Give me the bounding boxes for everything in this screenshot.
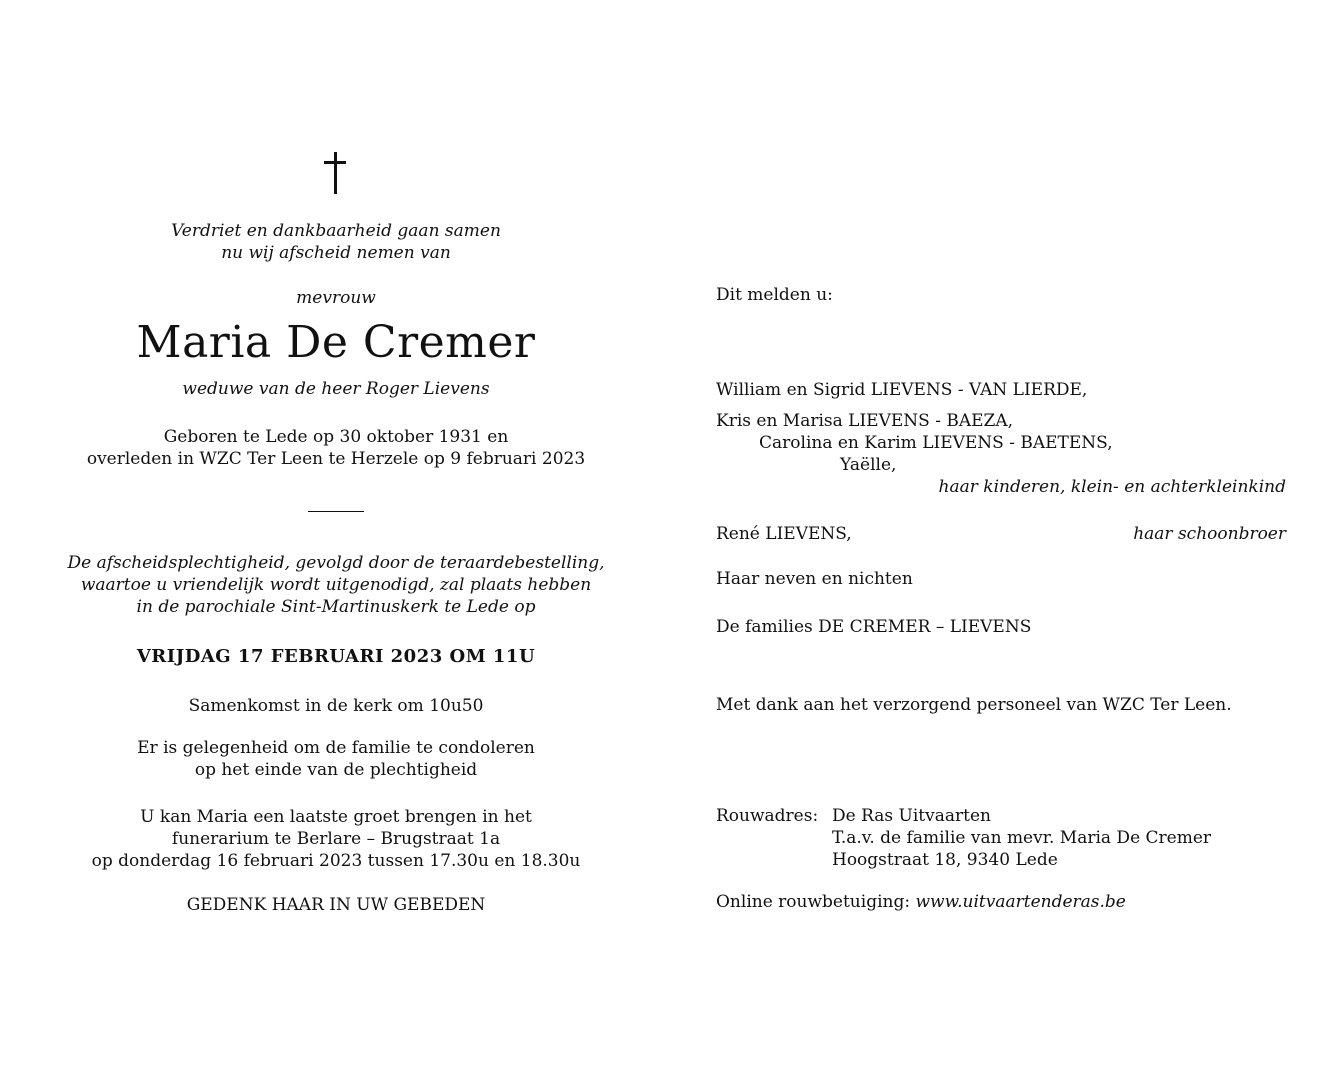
widow-of: weduwe van de heer Roger Lievens	[182, 379, 490, 399]
family-line-4: Yaëlle,	[840, 455, 897, 475]
farewell-line-2: funerarium te Berlare – Brugstraat 1a	[171, 829, 501, 849]
families-text: De families DE CREMER – LIEVENS	[716, 617, 1032, 637]
farewell-line-3: op donderdag 16 februari 2023 tussen 17.30u en 18.30u	[91, 851, 581, 871]
ceremony-line-1: De afscheidsplechtigheid, gevolgd door de teraardebestelling,	[67, 553, 605, 573]
closing-text: GEDENK HAAR IN UW GEBEDEN	[186, 895, 486, 915]
condolence-line-2: op het einde van de plechtigheid	[194, 760, 478, 780]
intro-line-1: Verdriet en dankbaarheid gaan samen	[171, 221, 501, 241]
online-label: Online rouwbetuiging:	[716, 892, 911, 912]
condolence-text	[0, 737, 672, 781]
ceremony-line-2: waartoe u vriendelijk wordt uitgenodigd, zal plaats hebben	[80, 575, 592, 595]
condolence-line-1: Er is gelegenheid om de familie te condoleren	[137, 738, 535, 758]
died-line: overleden in WZC Ter Leen te Herzele op 9 februari 2023	[86, 449, 586, 469]
online-condolence	[716, 891, 1126, 913]
born-line: Geboren te Lede op 30 oktober 1931 en	[163, 427, 509, 447]
address-block	[832, 805, 1211, 871]
intro-line-2: nu wij afscheid nemen van	[221, 243, 451, 263]
address-label: Rouwadres:	[716, 806, 819, 826]
gathering-text: Samenkomst in de kerk om 10u50	[188, 696, 484, 716]
intro-text	[0, 220, 672, 264]
divider	[308, 511, 364, 512]
farewell-line-1: U kan Maria een laatste groet brengen in het	[140, 807, 532, 827]
address-line-1: De Ras Uitvaarten	[832, 806, 991, 826]
address-line-3: Hoogstraat 18, 9340 Lede	[832, 850, 1058, 870]
address-line-2: T.a.v. de familie van mevr. Maria De Cremer	[832, 828, 1212, 848]
deceased-name: Maria De Cremer	[136, 317, 536, 368]
online-url-link[interactable]: www.uitvaartenderas.be	[915, 892, 1126, 912]
announce-text: Dit melden u:	[716, 285, 833, 305]
title-prefix: mevrouw	[296, 288, 376, 308]
relation-children: haar kinderen, klein- en achterkleinkind	[938, 477, 1286, 497]
relation-brother-in-law: haar schoonbroer	[1133, 524, 1286, 544]
farewell-text	[0, 806, 672, 872]
ceremony-text	[0, 552, 672, 618]
born-died	[0, 426, 672, 470]
family-line-3: Carolina en Karim LIEVENS - BAETENS,	[759, 433, 1113, 453]
ceremony-date-time: VRIJDAG 17 FEBRUARI 2023 OM 11U	[136, 646, 536, 667]
cross-icon	[324, 152, 346, 194]
thanks-text: Met dank aan het verzorgend personeel van WZC Ter Leen.	[716, 695, 1232, 715]
brother-in-law: René LIEVENS,	[716, 524, 852, 544]
family-line-2: Kris en Marisa LIEVENS - BAEZA,	[716, 411, 1014, 431]
cousins-text: Haar neven en nichten	[716, 569, 913, 589]
family-line-1: William en Sigrid LIEVENS - VAN LIERDE,	[716, 380, 1088, 400]
ceremony-line-3: in de parochiale Sint-Martinuskerk te Lede op	[136, 597, 536, 617]
